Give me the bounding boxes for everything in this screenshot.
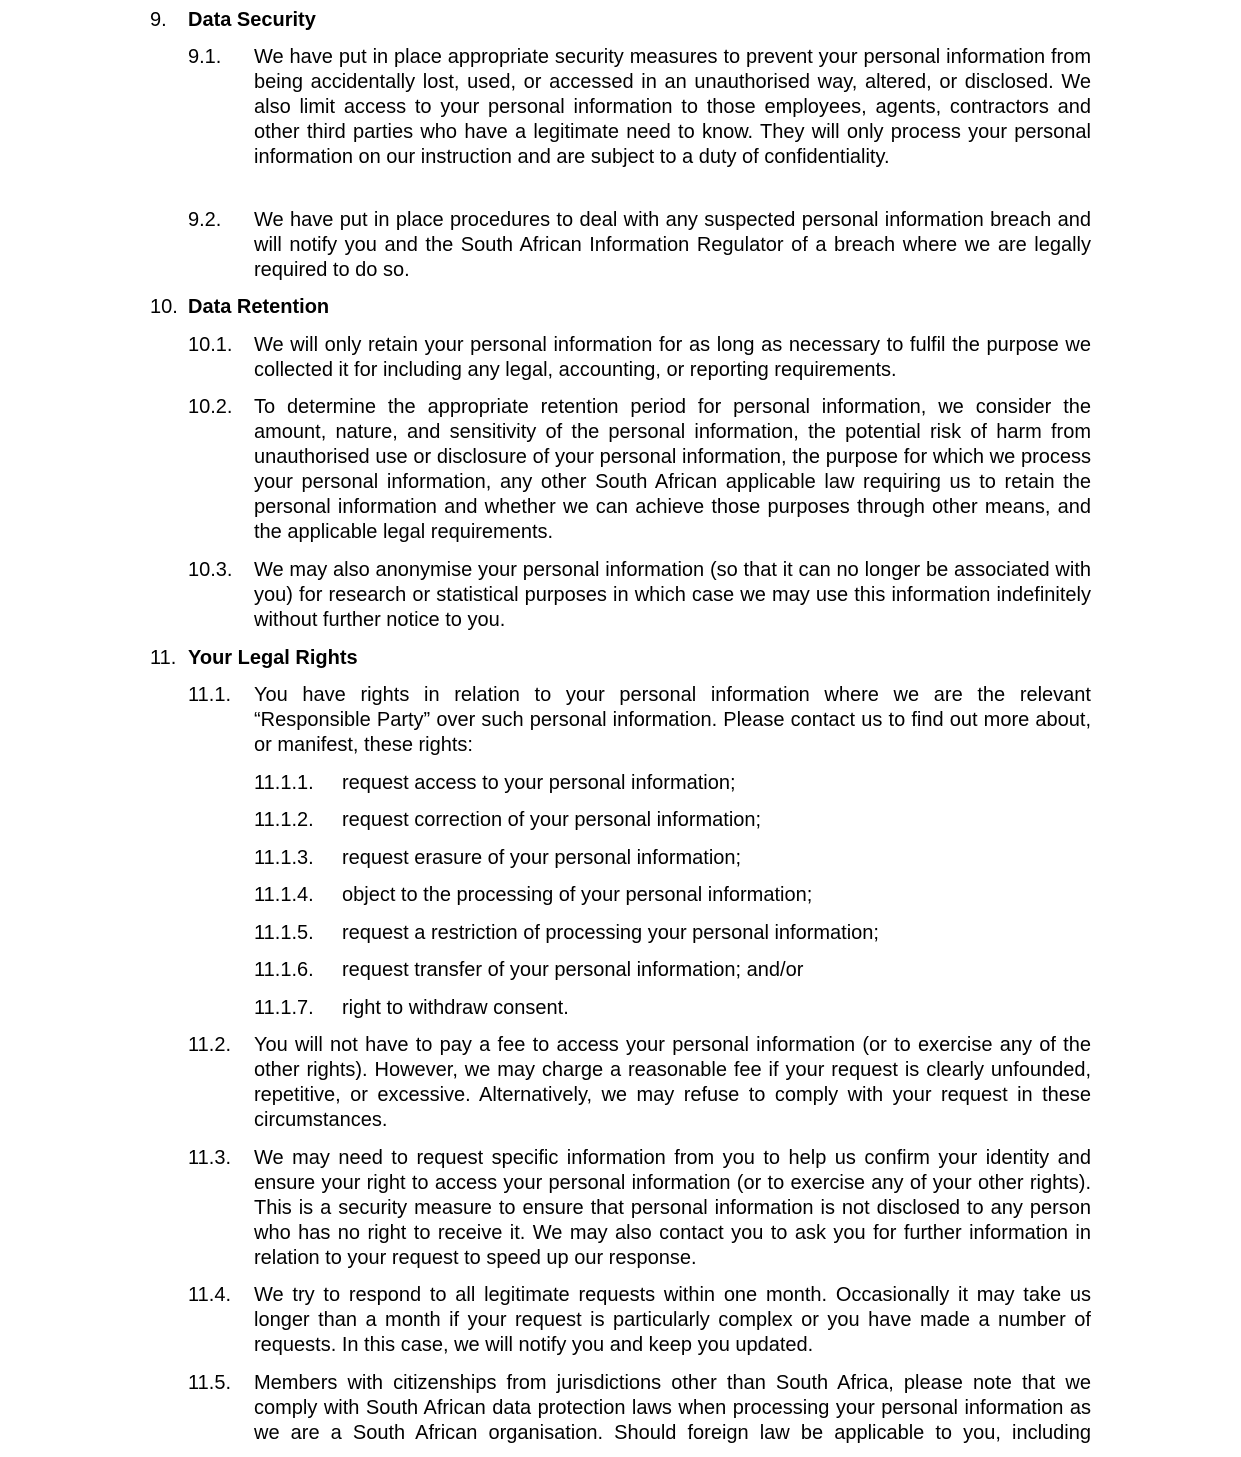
subitem-text: request correction of your personal information;	[342, 809, 762, 831]
paragraph-number: 9.1.	[188, 46, 222, 68]
subitem-text: request erasure of your personal information;	[342, 847, 742, 869]
section-number: 10.	[150, 296, 178, 318]
subitem-number: 11.1.1.	[254, 772, 314, 794]
section-number: 11.	[150, 647, 177, 669]
paragraph-number: 10.2.	[188, 396, 233, 418]
subitem-number: 11.1.4.	[254, 884, 314, 906]
paragraph-number: 11.1.	[188, 684, 231, 706]
paragraph-text: You have rights in relation to your personal information where we are the relevant “Responsible Party” over such personal information. Please contact us to find out more about, or manifest, these rights:	[254, 684, 1091, 756]
paragraph-number: 10.1.	[188, 334, 233, 356]
paragraph-number: 11.2.	[188, 1034, 231, 1056]
paragraph-text: We will only retain your personal information for as long as necessary to fulfil the purpose we collected it for including any legal, accounting, or reporting requirements.	[254, 334, 1091, 381]
paragraph-text: We may need to request specific information from you to help us confirm your identity and ensure your right to access your personal information (or to exercise any of your other rights). This is a security measure to ensure that personal information is not disclosed to any person who has no right to receive it. We may also contact you to ask you for further information in relation to your request to speed up our response.	[254, 1147, 1091, 1269]
subitem-number: 11.1.5.	[254, 922, 314, 944]
subitem-number: 11.1.2.	[254, 809, 314, 831]
subitem-number: 11.1.7.	[254, 997, 314, 1019]
paragraph-text: Members with citizenships from jurisdictions other than South Africa, please note that we comply with South African data protection laws when processing your personal information as we are a South African organisation. Should foreign law be applicable to you, including	[254, 1372, 1091, 1444]
paragraph-number: 10.3.	[188, 559, 233, 581]
paragraph-text: We try to respond to all legitimate requests within one month. Occasionally it may take us longer than a month if your request is particularly complex or you have made a number of requests. In this case, we will notify you and keep you updated.	[254, 1284, 1091, 1356]
section-title: Your Legal Rights	[188, 647, 358, 669]
subitem-text: request access to your personal information;	[342, 772, 736, 794]
section-title: Data Security	[188, 9, 316, 31]
paragraph-number: 9.2.	[188, 209, 222, 231]
subitem-number: 11.1.6.	[254, 959, 314, 981]
paragraph-number: 11.5.	[188, 1372, 231, 1394]
subitem-text: object to the processing of your personal information;	[342, 884, 813, 906]
section-title: Data Retention	[188, 296, 330, 318]
paragraph-text: You will not have to pay a fee to access your personal information (or to exercise any of the other rights). However, we may charge a reasonable fee if your request is clearly unfounded, repetitive, or excessive. Alternatively, we may refuse to comply with your request in these circumstances.	[254, 1034, 1091, 1131]
subitem-text: request transfer of your personal information; and/or	[342, 959, 804, 981]
subitem-text: right to withdraw consent.	[342, 997, 569, 1019]
paragraph-text: We have put in place appropriate security measures to prevent your personal information from being accidentally lost, used, or accessed in an unauthorised way, altered, or disclosed. We also limit access to your personal information to those employees, agents, contractors and other third parties who have a legitimate need to know. They will only process your personal information on our instruction and are subject to a duty of confidentiality.	[254, 46, 1091, 168]
subitem-number: 11.1.3.	[254, 847, 314, 869]
paragraph-text: We may also anonymise your personal information (so that it can no longer be associated with you) for research or statistical purposes in which case we may use this information indefinitely without further notice to you.	[254, 559, 1091, 631]
paragraph-number: 11.4.	[188, 1284, 231, 1306]
paragraph-text: We have put in place procedures to deal with any suspected personal information breach and will notify you and the South African Information Regulator of a breach where we are legally required to do so.	[254, 209, 1091, 281]
paragraph-number: 11.3.	[188, 1147, 231, 1169]
section-number: 9.	[150, 9, 167, 31]
subitem-text: request a restriction of processing your personal information;	[342, 922, 879, 944]
paragraph-text: To determine the appropriate retention period for personal information, we consider the amount, nature, and sensitivity of the personal information, the potential risk of harm from unauthorised use or disclosure of your personal information, the purpose for which we process your personal information, any other South African applicable law requiring us to retain the personal information and whether we can achieve those purposes through other means, and the applicable legal requirements.	[254, 396, 1091, 543]
